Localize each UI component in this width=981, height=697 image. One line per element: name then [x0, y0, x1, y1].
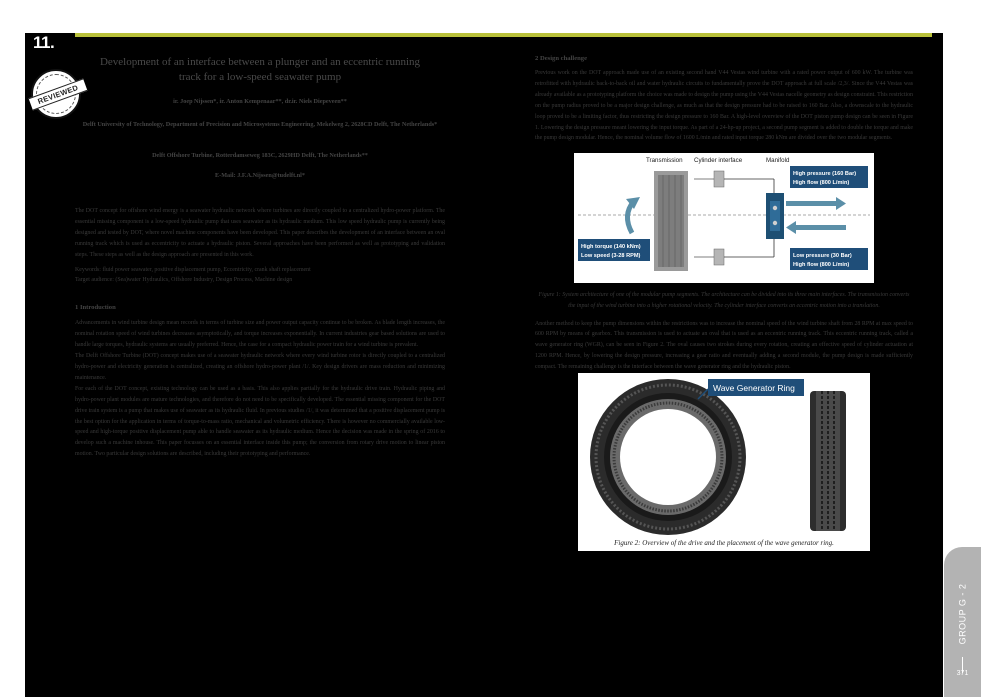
intro-paragraph-2: The Delft Offshore Turbine (DOT) concept makes use of a seawater hydraulic network where every wind turbine rotor is directly coupled to a centralized hydro-power and electricity generation is centralized, creating an offshore hydro-power plant /1/. Key design drivers are mass reduction and minimizing maintenance.: [75, 353, 445, 381]
group-side-tab: [944, 547, 981, 697]
fig1-high-torque-label: High torque (140 kNm): [581, 244, 641, 251]
design-challenge-paragraph-2: Another method to keep the pump dimensions within the restrictions was to increase the nominal speed of the wind turbine shaft from 28 RPM at max speed to 600 RPM by means of gearbox. This transmission is used to actuate an oval that is used as an eccentric running track. This eccentric running track, called a wave generator ring (WGR), can be seen in Figure 2. The oval causes two strokes during every rotation, creating an effective speed of cylinder actuation at 1200 RPM. Hence, by lowering the design pressure, increasing a gear ratio and eventually adding a second module, the pump design is made sufficiently compact. The remaining challenge is the interface between the wave generator ring and the hydraulic piston.: [535, 320, 913, 371]
author-email: E-Mail: J.F.A.Nijssen@tudelft.nl*: [215, 172, 305, 179]
abstract: The DOT concept for offshore wind energy is a seawater hydraulic network where turbines are directly coupled to a centralized hydro-power platform. The essential missing component is a low-speed hydraulic pump that uses seawater as its hydraulic medium. This low speed hydraulic pump is currently being designed and tested by DOT, where novel machine components have been developed. This paper describes the development of an interface between an oval running track which is used as eccentricity to actuate a hydraulic piston. Several approaches have been performed as well as prototyping and validation steps. These steps as well as the design approach are presented in this work.: [75, 208, 445, 258]
right-column: [535, 55, 913, 551]
fig1-cylinder-bottom: [714, 249, 724, 265]
fig1-low-pressure-label: Low pressure (30 Bar): [793, 253, 852, 260]
affiliation-2: Delft Offshore Turbine, Rotterdamseweg 183C, 2629HD Delft, The Netherlands**: [152, 152, 368, 159]
fig1-low-flow-label: High flow (800 L/min): [793, 262, 850, 269]
group-label-wrap: [949, 561, 975, 667]
fig1-low-speed-label: Low speed (3-28 RPM): [581, 253, 641, 260]
figure-2-drawing: [578, 373, 870, 551]
affiliation-1: Delft University of Technology, Department of Precision and Microsystems Engineering, Mekelweg 2, 2628CD Delft, The Netherlands*: [82, 121, 438, 128]
fig1-low-pressure-arrow: [796, 225, 846, 230]
introduction-heading: 1 Introduction: [75, 304, 116, 312]
intro-paragraph-1: Advancements in wind turbine design mean records in terms of turbine size and power output capacity continue to be broken. As blade length increases, the nominal rotation speed of wind turbines decreases asymptotically, and torque increases exponentially. In current industries gear based solutions are used to handle large torques, hydraulic systems are usually preferred. Hence, the case for a compact hydraulic power train for a wind turbine is prevalent.: [75, 320, 445, 349]
paper-title: Development of an interface between a plunger and an eccentric running track for a low-speed seawater pump: [99, 56, 421, 83]
page-number: 371: [956, 670, 969, 677]
intro-paragraph-3: For each of the DOT concept, existing technology can be used as a basis. This also applies partially for the hydraulic drive train. Hydraulic piping and hydro-power plant modules are mature technologies, and therefore do not need to be specifically developed. The essential missing component for the DOT drive train system is a pump that makes use of seawater as its hydraulic fluid. In previous studies /1/, it was determined that a positive displacement pump is the best option for the application in terms of torque-to-mass ratio, mechanical and volumetric efficiency. There is however no commercially available low-speed and high-torque positive displacement pump able to handle seawater as its hydraulic medium. Hence the decision was made in the spring of 2016 to develop such a machine inhouse. This paper focusses on an essential interface inside this pump; the conversion from rotary drive motion to linear piston motion. Two particular design solutions are described, including their prototyping and performance.: [75, 385, 445, 458]
chapter-number: 11.: [33, 33, 55, 52]
group-label: GROUP G - 2: [957, 583, 968, 645]
fig2-ring-bore: [620, 409, 716, 505]
reviewed-stamp: [31, 69, 81, 119]
fig1-high-pressure-arrow: [786, 201, 836, 206]
fig1-label-manifold: Manifold: [766, 157, 790, 165]
fig1-cylinder-top: [714, 171, 724, 187]
figure-1-caption: Figure 1: System architecture of one of the modular pump segments. The architecture can be divided into its three main interfaces. The transmission converts the input of the wind turbine into a higher rotational velocity. The cylinder interface converts an eccentric motion into a translation.: [538, 292, 910, 309]
figure-2-wave-generator-ring: [578, 373, 870, 551]
design-challenge-paragraph-1: Previous work on the DOT approach made use of an existing second hand V44 Vestas wind turbine with a rated power output of 600 kW. The turbine was retrofitted with hydraulic back-to-back oil and water hydraulic circuits to fundamentally prove the DOT approach at full scale /2,3/. Since the V44 Vestas was already available as a prototyping platform the choice was made to design the pump using the V44 Vestas nacelle geometry as design constraint. This restriction on the pump radius proved to be a major design challenge, as much as that the design pressure had to be raised to 160 Bar. Also, a downscale to the hydraulic loop proved to be a limiting factor, thus restricting the design pressure to 160 Bar. A high-level overview of the DOT piston pump design can be seen in Figure 1. Lowering the design pressure meant lowering the input torque. As part of a 24-hp-up project, a second pump segment is added to double the torque and make the pump design modular. Hence, the nominal volume flow of 1600 L/min and rated input torque 280 kNm are divided over the two modular segments.: [535, 70, 913, 142]
design-challenge-heading: 2 Design challenge: [535, 55, 588, 62]
figure-1-system-architecture: [574, 153, 874, 283]
paper-page: [25, 33, 943, 697]
reviewed-stamp-text: REVIEWED: [36, 83, 80, 106]
fig1-label-cylinder: Cylinder interface: [694, 157, 743, 165]
fig1-high-flow-label: High flow (800 L/min): [793, 180, 850, 187]
fig1-high-pressure-label: High pressure (160 Bar): [793, 171, 857, 178]
figure-2-caption: Figure 2: Overview of the drive and the placement of the wave generator ring.: [614, 539, 834, 548]
fig1-transmission-inner: [658, 175, 684, 267]
figure-1-diagram: [574, 153, 874, 283]
keywords: Keywords: fluid power seawater, positive displacement pump, Eccentricity, crank shaft replacement: [75, 266, 311, 273]
top-accent-rule: [75, 33, 932, 37]
target-audience: Target audience: (Sea)water Hydraulics, Offshore Industry, Design Process, Machine design: [75, 277, 293, 284]
fig1-label-transmission: Transmission: [646, 157, 683, 165]
fig2-callout-label: Wave Generator Ring: [713, 383, 795, 394]
paper-authors: ir. Joep Nijssen*, ir. Anton Kempenaar**, dr.ir. Niels Diepeveen**: [173, 98, 347, 105]
left-column: [75, 55, 445, 460]
